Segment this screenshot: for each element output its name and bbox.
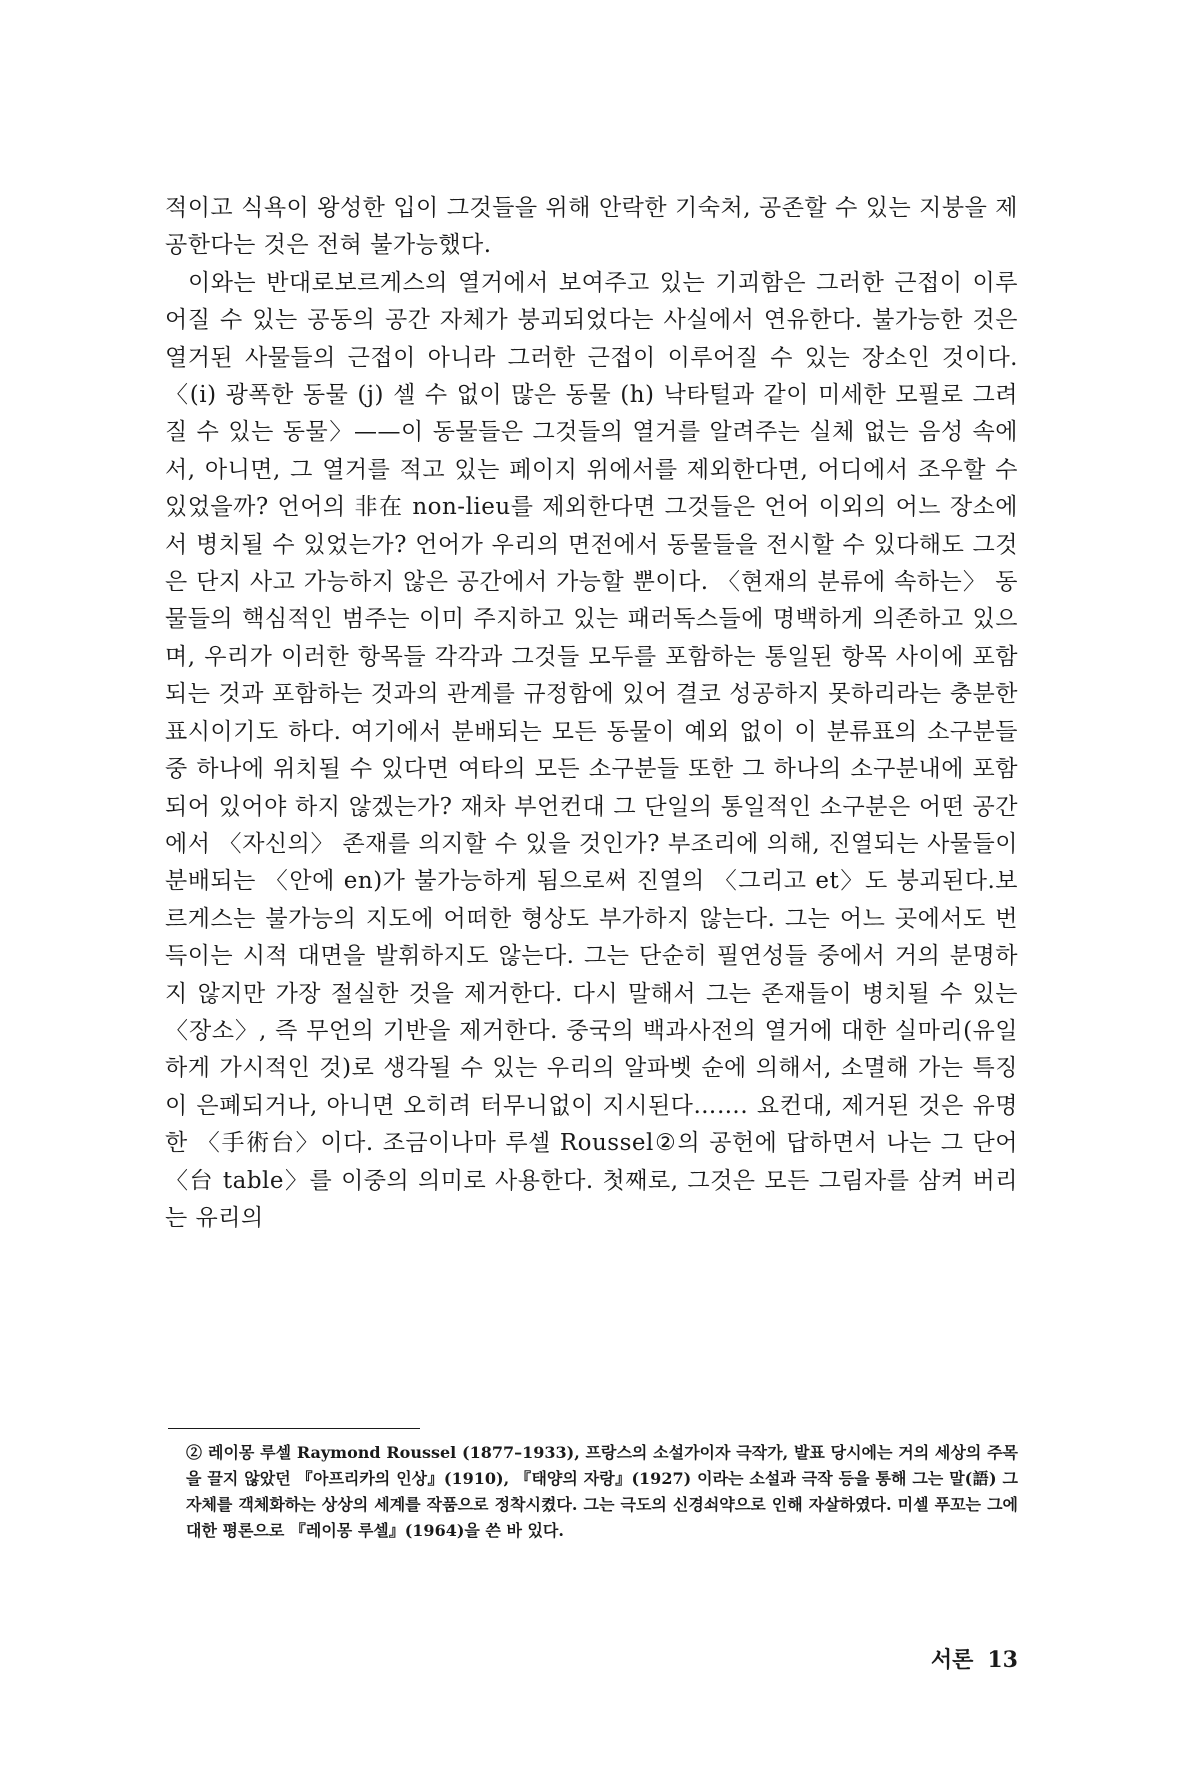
page-number: 13 <box>987 1647 1018 1673</box>
footnote-divider <box>168 1428 420 1429</box>
page-footer <box>890 1643 1018 1674</box>
section-title: 서론 <box>930 1647 974 1673</box>
main-text <box>165 190 1018 1237</box>
footnote <box>186 1440 1018 1544</box>
footnote-text: ② 레이몽 루셀 Raymond Roussel (1877–1933), 프랑스의 소설가이자 극작가, 발표 당시에는 거의 세상의 주목을 끌지 않았던 『아프리카의 인상』(1910), 『태양의 자랑』(1927) 이라는 소설과 극작 등을 통해 그는 말(語) 그 자체를 객체화하는 상상의 세계를 작품으로 정착시켰다. 그는 극도의 신경쇠약으로 인해 자살하였다. 미셀 푸꼬는 그에 대한 평론으로 『레이몽 루셀』(1964)을 쓴 바 있다. <box>186 1443 1018 1540</box>
paragraph-2: 이와는 반대로보르게스의 열거에서 보여주고 있는 기괴함은 그러한 근접이 이루어질 수 있는 공동의 공간 자체가 붕괴되었다는 사실에서 연유한다. 불가능한 것은 열거된 사물들의 근접이 아니라 그러한 근접이 이루어질 수 있는 장소인 것이다. 〈(i) 광폭한 동물 (j) 셀 수 없이 많은 동물 (h) 낙타털과 같이 미세한 모필로 그려질 수 있는 동물〉——이 동물들은 그것들의 열거를 알려주는 실체 없는 음성 속에서, 아니면, 그 열거를 적고 있는 페이지 위에서를 제외한다면, 어디에서 조우할 수 있었을까? 언어의 非在 non-lieu를 제외한다면 그것들은 언어 이외의 어느 장소에서 병치될 수 있었는가? 언어가 우리의 면전에서 동물들을 전시할 수 있다해도 그것은 단지 사고 가능하지 않은 공간에서 가능할 뿐이다. 〈현재의 분류에 속하는〉 동물들의 핵심적인 범주는 이미 주지하고 있는 패러독스들에 명백하게 의존하고 있으며, 우리가 이러한 항목들 각각과 그것들 모두를 포함하는 통일된 항목 사이에 포함되는 것과 포함하는 것과의 관계를 규정함에 있어 결코 성공하지 못하리라는 충분한 표시이기도 하다. 여기에서 분배되는 모든 동물이 예외 없이 이 분류표의 소구분들 중 하나에 위치될 수 있다면 여타의 모든 소구분들 또한 그 하나의 소구분내에 포함되어 있어야 하지 않겠는가? 재차 부언컨대 그 단일의 통일적인 소구분은 어떤 공간에서 〈자신의〉 존재를 의지할 수 있을 것인가? 부조리에 의해, 진열되는 사물들이 분배되는 〈안에 en)가 불가능하게 됨으로써 진열의 〈그리고 et〉도 붕괴된다.보르게스는 불가능의 지도에 어떠한 형상도 부가하지 않는다. 그는 어느 곳에서도 번득이는 시적 대면을 발휘하지도 않는다. 그는 단순히 필연성들 중에서 거의 분명하지 않지만 가장 절실한 것을 제거한다. 다시 말해서 그는 존재들이 병치될 수 있는 〈장소〉, 즉 무언의 기반을 제거한다. 중국의 백과사전의 열거에 대한 실마리(유일하게 가시적인 것)로 생각될 수 있는 우리의 알파벳 순에 의해서, 소멸해 가는 특징이 은폐되거나, 아니면 오히려 터무니없이 지시된다……. 요컨대, 제거된 것은 유명한 〈手術台〉이다. 조금이나마 루셀 Roussel②의 공헌에 답하면서 나는 그 단어 〈台 table〉를 이중의 의미로 사용한다. 첫째로, 그것은 모든 그림자를 삼켜 버리는 유리의 <box>165 269 1018 1231</box>
paragraph-1: 적이고 식욕이 왕성한 입이 그것들을 위해 안락한 기숙처, 공존할 수 있는 지붕을 제공한다는 것은 전혀 불가능했다. <box>165 195 1018 259</box>
